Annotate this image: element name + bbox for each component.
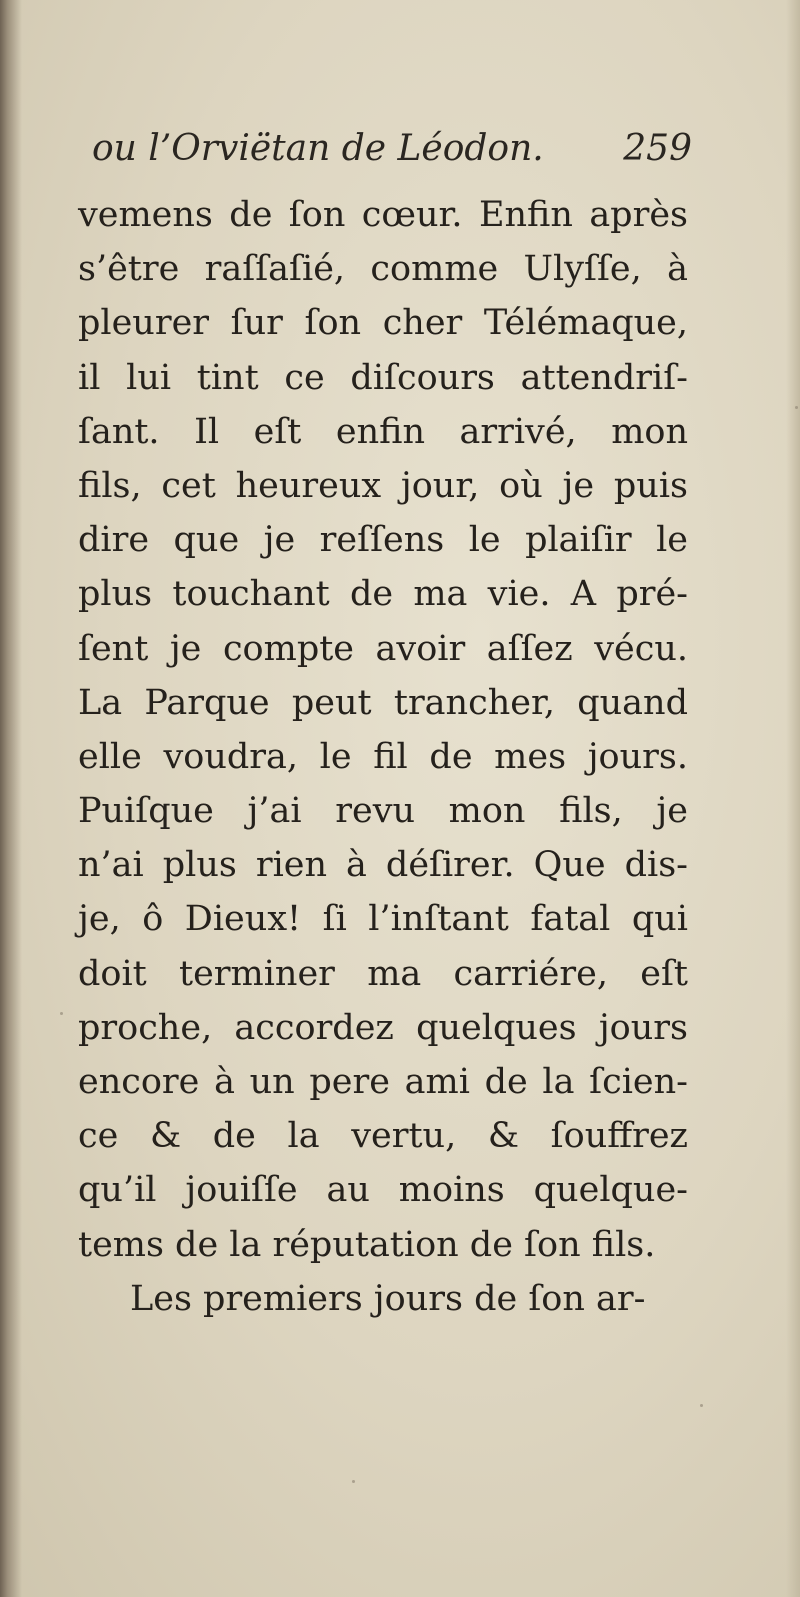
text-line: La Parque peut trancher, quand <box>78 682 688 723</box>
text-line: fils, cet heureux jour, où je puis <box>78 465 688 506</box>
text-line: elle voudra, le fil de mes jours. <box>78 736 688 777</box>
paper-speck <box>795 406 798 409</box>
page-number: 259 <box>623 128 692 169</box>
text-line: ce & de la vertu, & ſouffrez <box>78 1116 688 1157</box>
text-line: qu’il jouiſſe au moins quelque- <box>78 1170 688 1211</box>
text-line: doit terminer ma carriére, eſt <box>78 953 688 994</box>
page-header <box>92 128 692 184</box>
text-line: vemens de ſon cœur. Enfin après <box>78 195 688 235</box>
spine-shadow <box>0 0 22 1597</box>
text-line: ſent je compte avoir aſſez vécu. <box>78 628 688 669</box>
text-line: il lui tint ce diſcours attendriſ- <box>78 357 688 398</box>
text-line: pleurer ſur ſon cher Télémaque, <box>78 303 688 344</box>
text-line: proche, accordez quelques jours <box>78 1007 688 1048</box>
text-line: encore à un pere ami de la ſcien- <box>78 1062 688 1102</box>
text-line: plus touchant de ma vie. A pré- <box>78 574 688 615</box>
body-text <box>78 188 688 1326</box>
paper-speck <box>352 1480 355 1483</box>
text-line: n’ai plus rien à déſirer. Que dis- <box>78 845 688 886</box>
text-line: ſant. Il eſt enfin arrivé, mon <box>78 411 688 452</box>
page-edge <box>786 0 800 1597</box>
text-line: tems de la réputation de ſon fils. <box>78 1224 656 1265</box>
paper-speck <box>700 1404 703 1407</box>
paper-speck <box>60 1012 63 1015</box>
text-line: je, ô Dieux! ſi l’inſtant fatal qui <box>78 899 688 940</box>
running-title: ou l’Orviëtan de Léodon. <box>92 128 544 169</box>
text-line: dire que je reſſens le plaiſir le <box>78 520 688 561</box>
text-line: Les premiers jours de ſon ar- <box>130 1278 646 1319</box>
text-line: Puiſque j’ai revu mon fils, je <box>78 791 688 832</box>
text-line: s’être raſſaſié, comme Ulyſſe, à <box>78 249 688 290</box>
